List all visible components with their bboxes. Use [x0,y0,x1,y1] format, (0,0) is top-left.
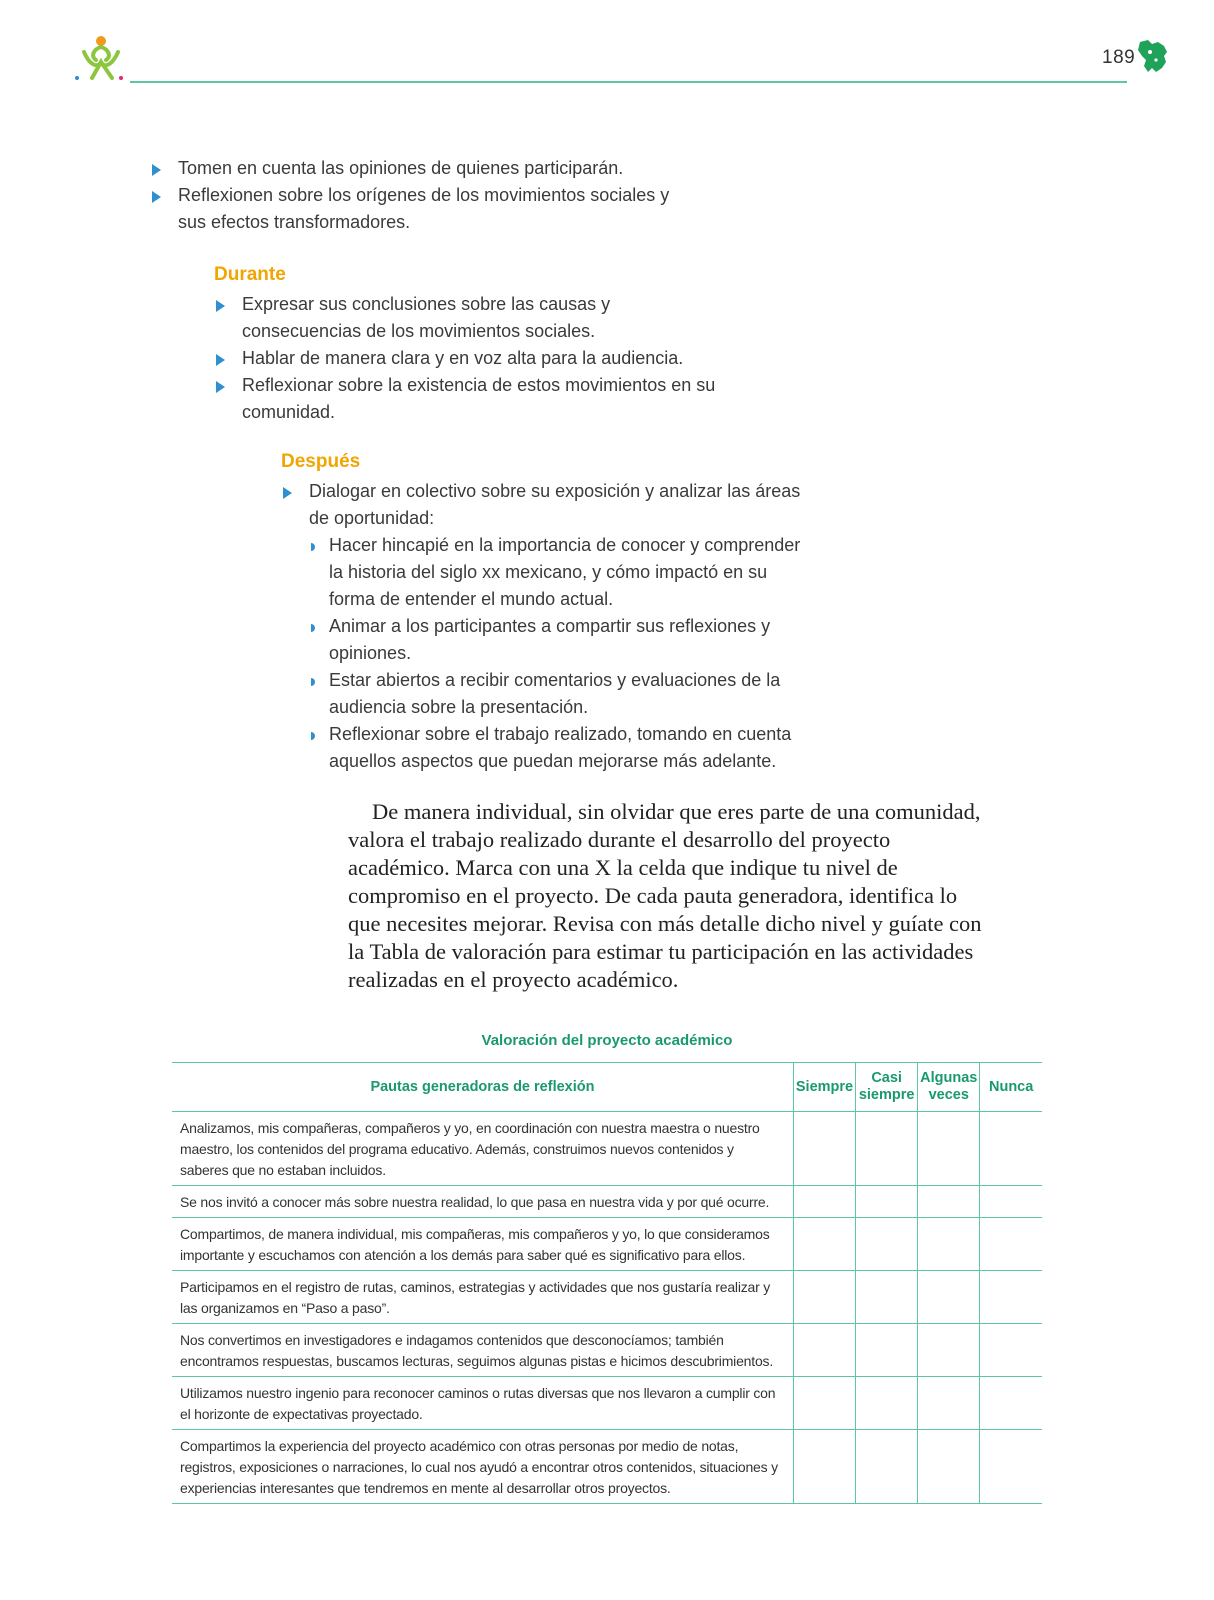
criterion-cell: Se nos invitó a conocer más sobre nuestra realidad, lo que pasa en nuestra vida y por qué ocurre. [172,1186,793,1218]
table-row [172,1271,1042,1324]
sub-list-item [309,532,801,613]
list-item-text: Expresar sus conclusiones sobre las causas y consecuencias de los movimientos sociales. [242,294,611,341]
bullet-dot-icon [311,624,315,632]
list-item [214,372,734,426]
bullet-dot-icon [311,543,315,551]
list-item-text: Hablar de manera clara y en voz alta para la audiencia. [242,348,684,368]
table-row [172,1324,1042,1377]
checkbox-cell-siempre[interactable] [793,1324,855,1377]
checkbox-cell-nunca[interactable] [980,1271,1042,1324]
checkbox-cell-algunas-veces[interactable] [918,1430,980,1504]
checkbox-cell-nunca[interactable] [980,1218,1042,1271]
checkbox-cell-casi-siempre[interactable] [856,1112,918,1186]
checkbox-cell-algunas-veces[interactable] [918,1324,980,1377]
checkbox-cell-casi-siempre[interactable] [856,1430,918,1504]
instructions-paragraph: De manera individual, sin olvidar que eres parte de una comunidad, valora el trabajo realizado durante el desarrollo del proyecto académico. Marca con una X la celda que indique tu nivel de compromiso en el proyecto. De cada pauta generadora, identifica lo que necesites mejorar. Revisa con más detalle dicho nivel y guíate con la Tabla de valoración para estimar tu participación en las actividades realizadas en el proyecto académico. [348,799,982,992]
table-row [172,1218,1042,1271]
table-row [172,1112,1042,1186]
durante-bullet-list [214,291,734,426]
bullet-triangle-icon [216,381,225,393]
checkbox-cell-nunca[interactable] [980,1186,1042,1218]
header-algunas-veces: Algunas veces [918,1063,980,1112]
bullet-dot-icon [311,678,315,686]
checkbox-cell-nunca[interactable] [980,1324,1042,1377]
sub-list-item-text: Hacer hincapié en la importancia de conocer y comprender la historia del siglo xx mexicano, y cómo impactó en su forma de entender el mundo actual. [329,535,801,609]
list-item [150,182,670,236]
checkbox-cell-casi-siempre[interactable] [856,1186,918,1218]
table-row [172,1186,1042,1218]
intro-bullet-list [150,155,670,236]
criterion-cell: Utilizamos nuestro ingenio para reconocer caminos o rutas diversas que nos llevaron a cumplir con el horizonte de expectativas proyectado. [172,1377,793,1430]
bullet-dot-icon [311,732,315,740]
list-item [150,155,670,182]
checkbox-cell-siempre[interactable] [793,1271,855,1324]
sub-list-item [309,721,801,775]
checkbox-cell-siempre[interactable] [793,1186,855,1218]
checkbox-cell-casi-siempre[interactable] [856,1271,918,1324]
section-heading-durante: Durante [214,264,286,285]
checkbox-cell-algunas-veces[interactable] [918,1112,980,1186]
checkbox-cell-algunas-veces[interactable] [918,1377,980,1430]
bullet-triangle-icon [216,354,225,366]
table-title: Valoración del proyecto académico [481,1032,733,1049]
list-item [281,478,801,775]
criterion-cell: Analizamos, mis compañeras, compañeros y yo, en coordinación con nuestra maestra o nuestro maestro, los contenidos del programa educativo. Además, construimos nuevos contenidos y saberes que no estaban incluidos. [172,1112,793,1186]
list-item-text: Reflexionar sobre la existencia de estos movimientos en su comunidad. [242,375,716,422]
list-item-text: Tomen en cuenta las opiniones de quienes participarán. [178,158,624,178]
header-criteria: Pautas generadoras de reflexión [172,1063,793,1112]
checkbox-cell-siempre[interactable] [793,1430,855,1504]
sub-list-item-text: Estar abiertos a recibir comentarios y evaluaciones de la audiencia sobre la presentación. [329,670,781,717]
checkbox-cell-nunca[interactable] [980,1112,1042,1186]
checkbox-cell-siempre[interactable] [793,1112,855,1186]
criterion-cell: Participamos en el registro de rutas, caminos, estrategias y actividades que nos gustaría realizar y las organizamos en “Paso a paso”. [172,1271,793,1324]
sub-list-item [309,667,801,721]
criterion-cell: Nos convertimos en investigadores e indagamos contenidos que desconocíamos; también encontramos respuestas, buscamos lecturas, seguimos algunas pistas e hicimos descubrimientos. [172,1324,793,1377]
list-item [214,345,734,372]
assessment-table [172,1062,1042,1504]
criterion-cell: Compartimos la experiencia del proyecto académico con otras personas por medio de notas, registros, exposiciones o narraciones, lo cual nos ayudó a encontrar otros contenidos, situaciones y experiencias interesantes que tendremos en mente al desarrollar otros proyectos. [172,1430,793,1504]
checkbox-cell-siempre[interactable] [793,1218,855,1271]
checkbox-cell-casi-siempre[interactable] [856,1377,918,1430]
table-row [172,1377,1042,1430]
header-casi-siempre: Casi siempre [856,1063,918,1112]
sub-list-item-text: Animar a los participantes a compartir sus reflexiones y opiniones. [329,616,771,663]
checkbox-cell-nunca[interactable] [980,1430,1042,1504]
criterion-cell: Compartimos, de manera individual, mis compañeras, mis compañeros y yo, lo que consideramos importante y escuchamos con atención a los demás para saber qué es significativo para ellos. [172,1218,793,1271]
list-item-text: Dialogar en colectivo sobre su exposición y analizar las áreas de oportunidad: [309,481,801,528]
despues-sub-list [309,532,801,775]
header-rule [130,81,1127,83]
bullet-triangle-icon [216,300,225,312]
list-item [214,291,734,345]
table-row [172,1430,1042,1504]
checkbox-cell-siempre[interactable] [793,1377,855,1430]
checkbox-cell-algunas-veces[interactable] [918,1271,980,1324]
checkbox-cell-nunca[interactable] [980,1377,1042,1430]
stick-figure-logo-icon [74,34,128,84]
checkbox-cell-casi-siempre[interactable] [856,1218,918,1271]
header-siempre: Siempre [793,1063,855,1112]
checkbox-cell-algunas-veces[interactable] [918,1186,980,1218]
bullet-triangle-icon [283,487,292,499]
header-nunca: Nunca [980,1063,1042,1112]
sub-list-item-text: Reflexionar sobre el trabajo realizado, tomando en cuenta aquellos aspectos que puedan mejorarse más adelante. [329,724,792,771]
section-heading-despues: Después [281,451,361,472]
checkbox-cell-casi-siempre[interactable] [856,1324,918,1377]
checkbox-cell-algunas-veces[interactable] [918,1218,980,1271]
bullet-triangle-icon [152,191,161,203]
sub-list-item [309,613,801,667]
table-header-row [172,1063,1042,1112]
green-mexico-map-icon [1136,38,1170,76]
page-number: 189 [1102,47,1136,68]
despues-bullet-list [281,478,801,775]
bullet-triangle-icon [152,164,161,176]
list-item-text: Reflexionen sobre los orígenes de los movimientos sociales y sus efectos transformadores. [178,185,670,232]
